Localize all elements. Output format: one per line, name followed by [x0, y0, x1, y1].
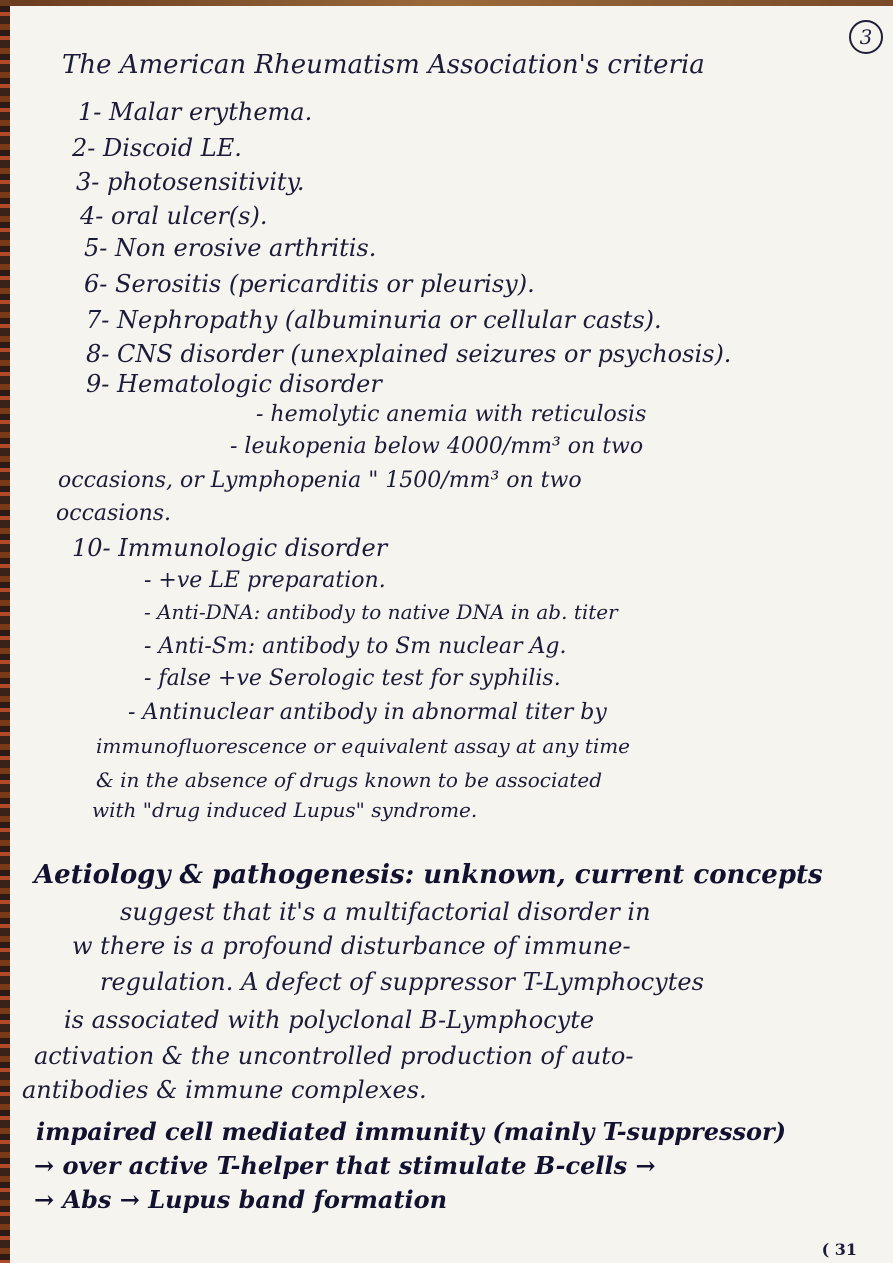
aetiology-line-1: suggest that it's a multifactorial disorder in [120, 898, 651, 926]
immunity-line-2: → over active T-helper that stimulate B-cells → [34, 1151, 656, 1180]
criterion-8: 8- CNS disorder (unexplained seizures or psychosis). [86, 340, 732, 368]
criteria-title: The American Rheumatism Association's criteria [62, 50, 705, 80]
aetiology-line-4: is associated with polyclonal B-Lymphocyte [64, 1006, 595, 1034]
immunity-line-3: → Abs → Lupus band formation [34, 1185, 448, 1214]
hematologic-item-2: - leukopenia below 4000/mm³ on two [230, 434, 644, 459]
criterion-9: 9- Hematologic disorder [86, 370, 382, 398]
immunologic-item-4: - false +ve Serologic test for syphilis. [144, 666, 561, 691]
criterion-5: 5- Non erosive arthritis. [84, 234, 377, 262]
immunologic-item-5: - Antinuclear antibody in abnormal titer by [128, 700, 607, 725]
hematologic-item-2-end: occasions. [56, 501, 172, 526]
hematologic-item-1: - hemolytic anemia with reticulosis [256, 402, 647, 427]
criterion-6: 6- Serositis (pericarditis or pleurisy). [84, 270, 535, 298]
criterion-2: 2- Discoid LE. [72, 134, 242, 162]
aetiology-heading: Aetiology & pathogenesis: unknown, current concepts [34, 860, 823, 890]
immunologic-item-5-cont-2: & in the absence of drugs known to be associated [96, 768, 602, 792]
immunologic-item-3: - Anti-Sm: antibody to Sm nuclear Ag. [144, 634, 567, 659]
aetiology-line-6: antibodies & immune complexes. [22, 1076, 427, 1104]
immunologic-item-2: - Anti-DNA: antibody to native DNA in ab. titer [144, 600, 618, 624]
criterion-10: 10- Immunologic disorder [72, 534, 388, 562]
page-binding-edge [0, 0, 10, 1263]
criterion-7: 7- Nephropathy (albuminuria or cellular casts). [86, 306, 662, 334]
aetiology-line-5: activation & the uncontrolled production of auto- [34, 1042, 634, 1070]
footer-page-number: ( 31 [821, 1240, 857, 1259]
criterion-3: 3- photosensitivity. [76, 168, 305, 196]
criterion-1: 1- Malar erythema. [78, 98, 313, 126]
aetiology-line-2: w there is a profound disturbance of immune- [72, 932, 631, 960]
page-top-edge [0, 0, 893, 6]
hematologic-item-2-cont: occasions, or Lymphopenia " 1500/mm³ on two [58, 468, 582, 493]
immunologic-item-5-cont-3: with "drug induced Lupus" syndrome. [92, 798, 478, 822]
immunologic-item-5-cont-1: immunofluorescence or equivalent assay at any time [96, 734, 631, 758]
immunity-line-1: impaired cell mediated immunity (mainly T-suppressor) [36, 1117, 786, 1146]
page-number: 3 [849, 20, 883, 54]
criterion-4: 4- oral ulcer(s). [80, 202, 268, 230]
immunologic-item-1: - +ve LE preparation. [144, 568, 386, 593]
aetiology-line-3: regulation. A defect of suppressor T-Lymphocytes [100, 968, 704, 996]
